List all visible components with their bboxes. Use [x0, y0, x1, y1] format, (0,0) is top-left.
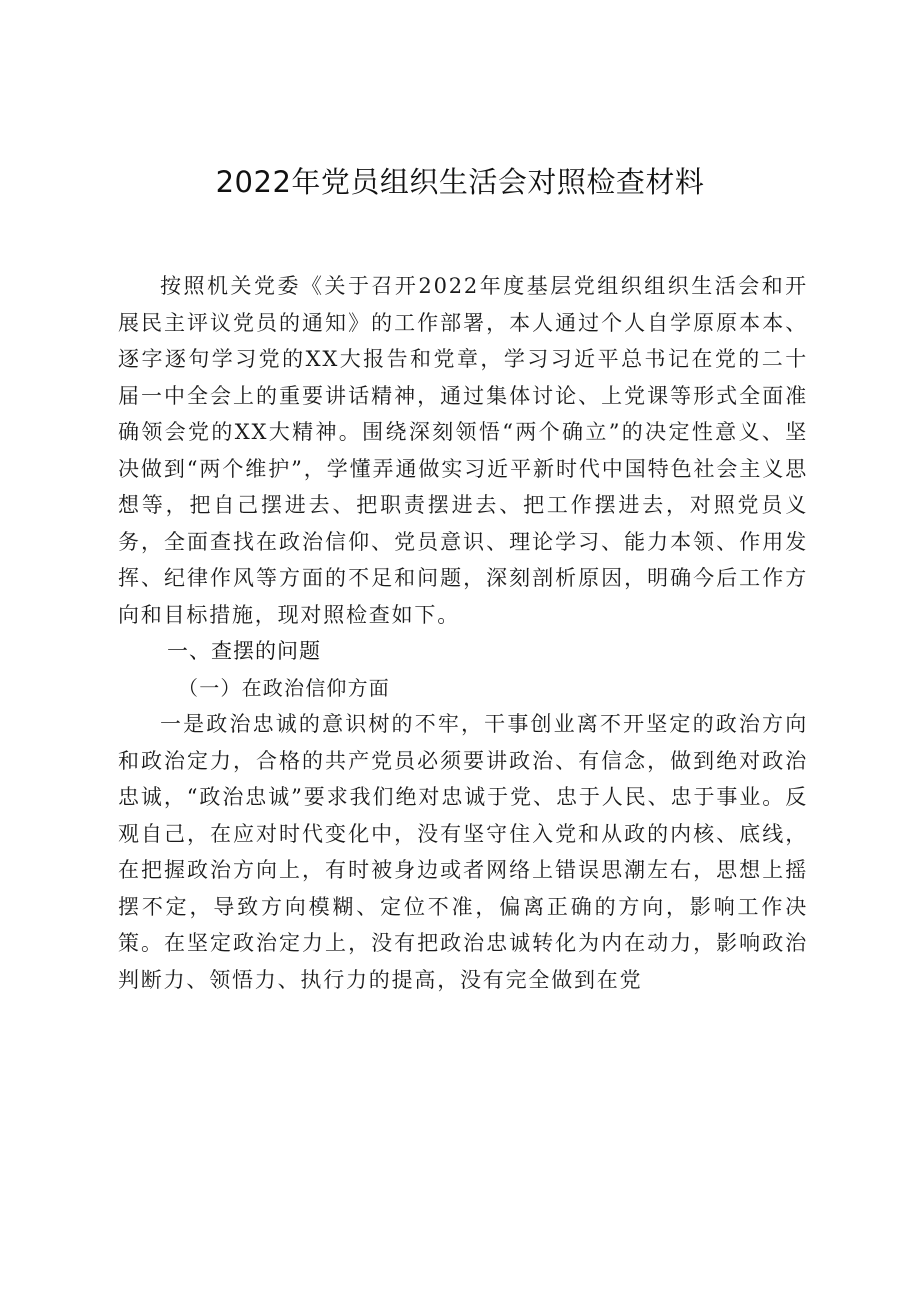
subsection-heading: （一）在政治信仰方面: [178, 675, 390, 700]
document-body: [118, 268, 808, 998]
section-heading: 一、查摆的问题: [167, 639, 321, 663]
body-paragraph: 一是政治忠诚的意识树的不牢，干事创业离不开坚定的政治方向和政治定力，合格的共产党员必须要讲政治、有信念，做到绝对政治忠诚，“政治忠诚”要求我们绝对忠诚于党、忠于人民、忠于事业。反观自己，在应对时代变化中，没有坚守住入党和从政的内核、底线，在把握政治方向上，有时被身边或者网络上错误思潮左右，思想上摇摆不定，导致方向模糊、定位不准，偏离正确的方向，影响工作决策。在坚定政治定力上，没有把政治忠诚转化为内在动力，影响政治判断力、领悟力、执行力的提高，没有完全做到在党: [118, 712, 808, 992]
document-title: 2022年党员组织生活会对照检查材料: [215, 165, 705, 199]
intro-paragraph: 按照机关党委《关于召开2022年度基层党组织组织生活会和开展民主评议党员的通知》的工作部署，本人通过个人自学原原本本、逐字逐句学习党的XX大报告和党章，学习习近平总书记在党的二十届一中全会上的重要讲话精神，通过集体讨论、上党课等形式全面准确领会党的XX大精神。围绕深刻领悟“两个确立”的决定性意义、坚决做到“两个维护”，学懂弄通做实习近平新时代中国特色社会主义思想等，把自己摆进去、把职责摆进去、把工作摆进去，对照党员义务，全面查找在政治信仰、党员意识、理论学习、能力本领、作用发挥、纪律作风等方面的不足和问题，深刻剖析原因，明确今后工作方向和目标措施，现对照检查如下。: [118, 274, 808, 627]
